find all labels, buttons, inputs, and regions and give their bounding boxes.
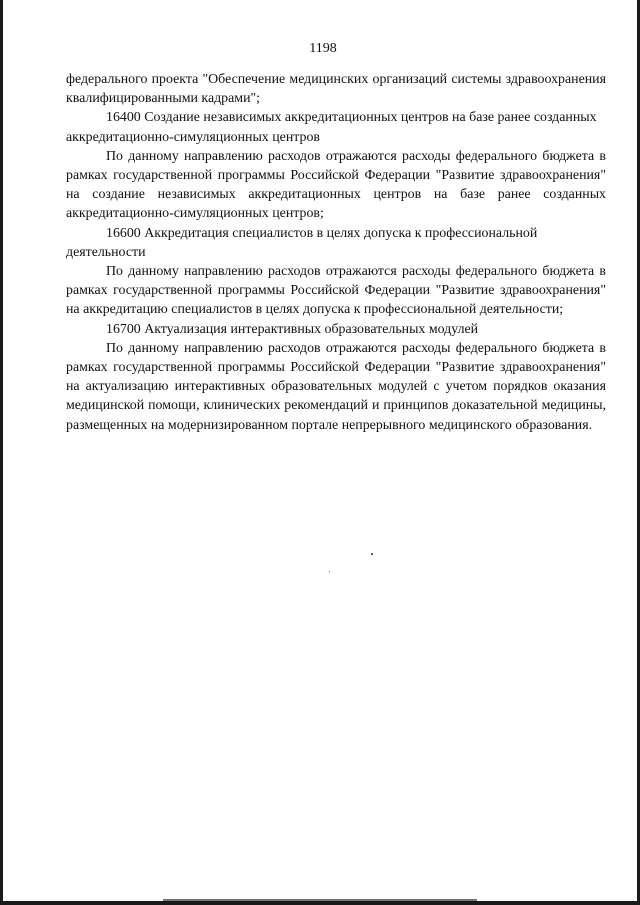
paragraph-16400-description: По данному направлению расходов отражаются расходы федерального бюджета в рамках государственной программы Российской Федерации "Развитие здравоохранения" на создание независимых аккредитационных центров на базе ранее созданных аккредитационно-симуляционных центров;: [66, 148, 606, 222]
heading-16700: 16700 Актуализация интерактивных образовательных модулей: [106, 321, 479, 337]
heading-16400: 16400 Создание независимых аккредитационных центров на базе ранее созданных аккредитационно-симуляционных центров: [66, 110, 597, 145]
scan-edge-line: [163, 899, 477, 901]
paragraph-16700-description: По данному направлению расходов отражаются расходы федерального бюджета в рамках государственной программы Российской Федерации "Развитие здравоохранения" на актуализацию интерактивных образовательных модулей с учетом порядков оказания медицинской помощи, клинических рекомендаций и принципов доказательной медицины, размещенных на модернизированном портале непрерывного медицинского образования.: [66, 340, 606, 433]
paragraph-16600-description: По данному направлению расходов отражаются расходы федерального бюджета в рамках государственной программы Российской Федерации "Развитие здравоохранения" на аккредитацию специалистов в целях допуска к профессиональной деятельности;: [66, 264, 606, 318]
heading-16600: 16600 Аккредитация специалистов в целях допуска к профессиональной деятельности: [66, 225, 538, 260]
scan-speck: [329, 571, 330, 572]
scan-speck: [371, 553, 373, 555]
document-body: [66, 70, 606, 435]
page-number: 1198: [309, 41, 337, 56]
paragraph-federal-project-continuation: федерального проекта "Обеспечение медицинских организаций системы здравоохранения квалифицированными кадрами";: [66, 72, 606, 107]
